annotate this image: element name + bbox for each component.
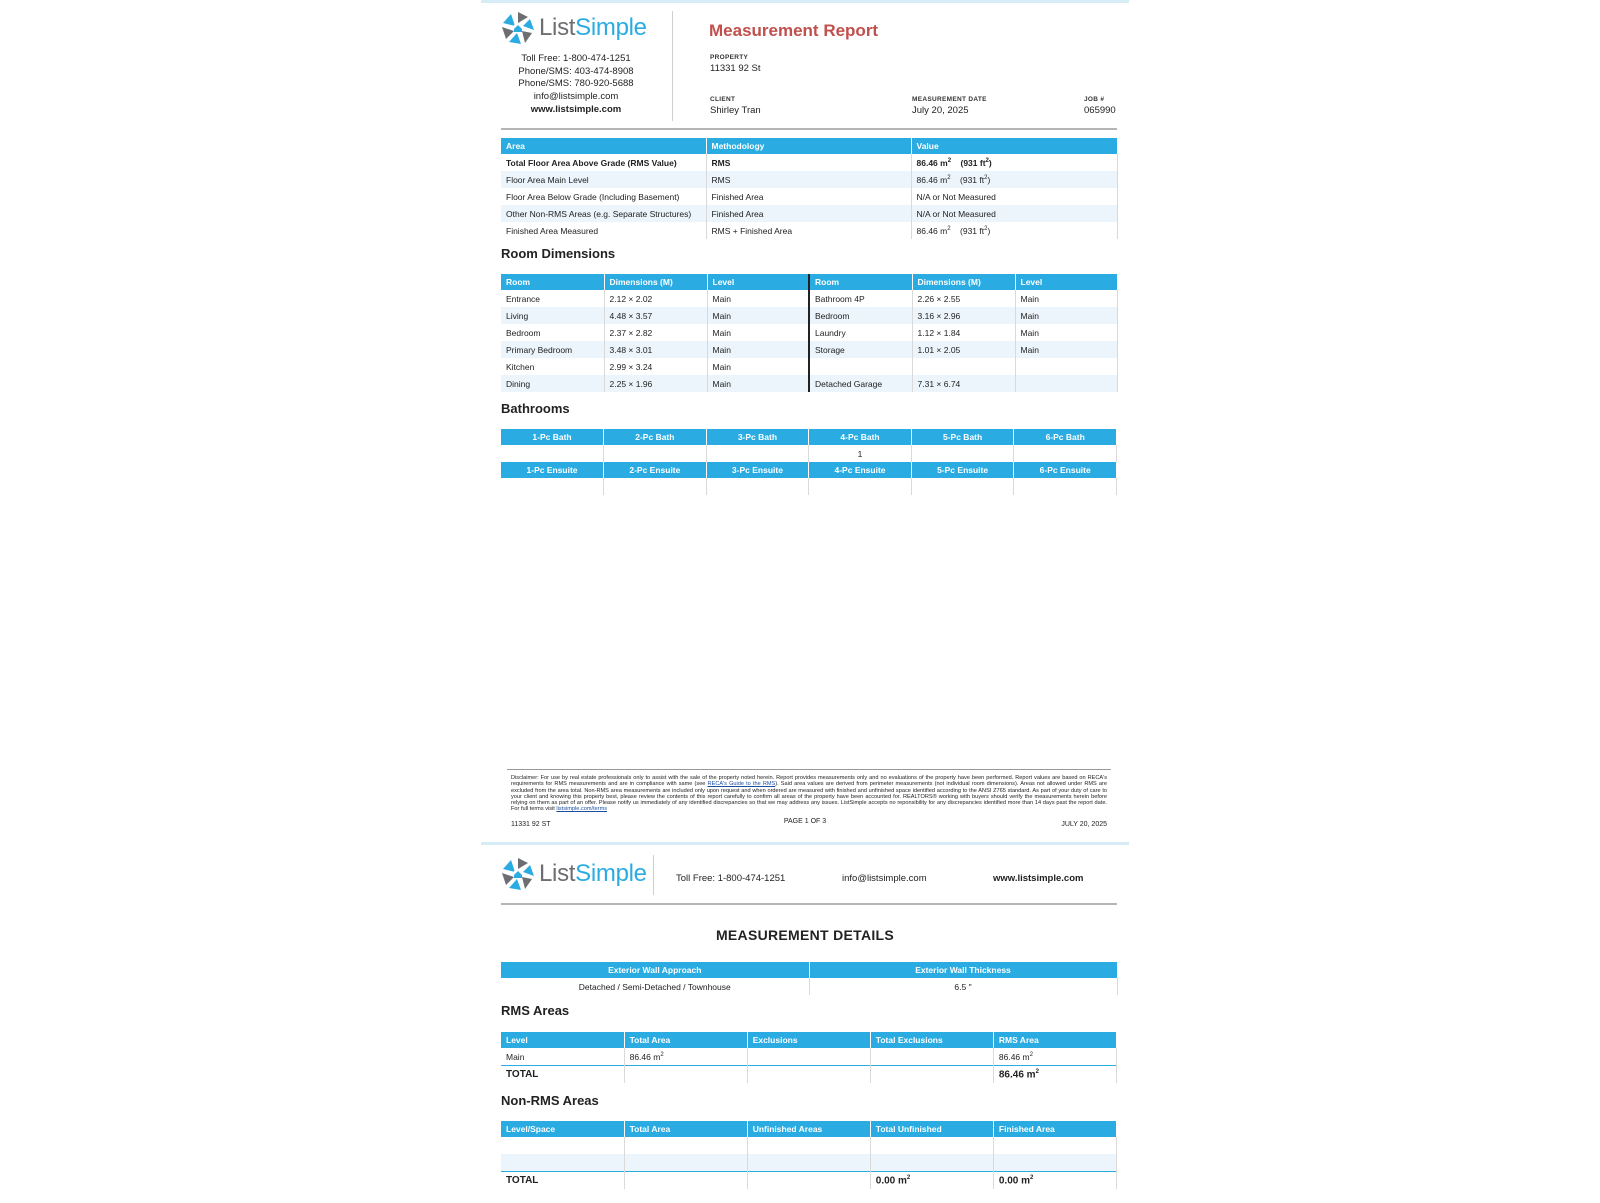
rms-areas-table bbox=[501, 1032, 1117, 1083]
client-label: CLIENT bbox=[710, 96, 736, 103]
room-cell: Entrance bbox=[501, 290, 604, 307]
ensuite-header: 1-Pc Ensuite bbox=[501, 462, 604, 478]
total-label: TOTAL bbox=[501, 1172, 624, 1190]
table-row bbox=[501, 341, 1117, 358]
bath-header: 4-Pc Bath bbox=[809, 429, 912, 445]
report-page-1 bbox=[481, 0, 1129, 835]
empty-cell bbox=[501, 1137, 624, 1154]
level-cell: Main bbox=[707, 375, 809, 392]
area-cell: Floor Area Below Grade (Including Basement) bbox=[501, 188, 706, 205]
header-rule bbox=[501, 903, 1117, 905]
total-cell bbox=[870, 1066, 993, 1084]
empty-cell bbox=[870, 1154, 993, 1172]
footer-date: JULY 20, 2025 bbox=[1061, 821, 1107, 828]
empty-cell bbox=[624, 1154, 747, 1172]
level-cell: Main bbox=[1015, 341, 1117, 358]
dimensions-cell: 2.26 × 2.55 bbox=[912, 290, 1015, 307]
total-cell bbox=[747, 1172, 870, 1190]
client-value: Shirley Tran bbox=[710, 105, 761, 116]
non-rms-areas-title: Non-RMS Areas bbox=[501, 1093, 599, 1108]
listsimple-logo-icon bbox=[501, 11, 535, 45]
bath-header: 2-Pc Bath bbox=[604, 429, 707, 445]
methodology-header: Methodology bbox=[706, 138, 911, 154]
bath-header: 1-Pc Bath bbox=[501, 429, 604, 445]
dimensions-cell: 2.37 × 2.82 bbox=[604, 324, 707, 341]
dimensions-cell: 7.31 × 6.74 bbox=[912, 375, 1015, 392]
level-cell: Main bbox=[707, 307, 809, 324]
bath-values-row bbox=[501, 445, 1117, 462]
unfinished-areas-header: Unfinished Areas bbox=[747, 1121, 870, 1137]
level-cell bbox=[1015, 375, 1117, 392]
wall-approach-header: Exterior Wall Approach bbox=[501, 962, 809, 978]
room-cell: Storage bbox=[809, 341, 912, 358]
method-cell: Finished Area bbox=[706, 205, 911, 222]
table-row bbox=[501, 290, 1117, 307]
area-table bbox=[501, 138, 1118, 239]
non-rms-areas-table bbox=[501, 1121, 1117, 1189]
rms-area-header: RMS Area bbox=[993, 1032, 1116, 1048]
wall-approach-value: Detached / Semi-Detached / Townhouse bbox=[501, 978, 809, 995]
bathrooms-table bbox=[501, 429, 1117, 495]
room-cell: Living bbox=[501, 307, 604, 324]
table-row bbox=[501, 324, 1117, 341]
finished-area-header: Finished Area bbox=[993, 1121, 1116, 1137]
dimensions-cell: 2.12 × 2.02 bbox=[604, 290, 707, 307]
table-row bbox=[501, 188, 1117, 205]
level-cell: Main bbox=[1015, 324, 1117, 341]
table-row bbox=[501, 154, 1117, 171]
method-cell: RMS bbox=[706, 171, 911, 188]
email[interactable]: info@listsimple.com bbox=[533, 91, 619, 103]
level-cell: Main bbox=[707, 341, 809, 358]
level-cell: Main bbox=[707, 358, 809, 375]
header-divider bbox=[653, 855, 654, 895]
value-cell: 86.46 $m^2$ (931 $ft^2$) bbox=[911, 154, 1117, 171]
room-header: Room bbox=[809, 274, 912, 290]
empty-cell bbox=[501, 1154, 624, 1172]
bath-count bbox=[604, 445, 707, 462]
brand-logo bbox=[501, 11, 647, 45]
level-space-header: Level/Space bbox=[501, 1121, 624, 1137]
toll-free: Toll Free: 1-800-474-1251 bbox=[676, 873, 786, 884]
room-dimensions-table bbox=[501, 274, 1118, 392]
phone-2: Phone/SMS: 780-920-5688 bbox=[518, 78, 634, 90]
ensuite-header: 2-Pc Ensuite bbox=[604, 462, 707, 478]
footer-address: 11331 92 ST bbox=[511, 821, 551, 828]
total-row bbox=[501, 1066, 1117, 1084]
empty-cell bbox=[624, 1137, 747, 1154]
empty-cell bbox=[870, 1137, 993, 1154]
bath-count bbox=[1014, 445, 1117, 462]
table-row bbox=[501, 978, 1117, 995]
ensuite-header: 6-Pc Ensuite bbox=[1014, 462, 1117, 478]
total-label: TOTAL bbox=[501, 1066, 624, 1084]
footer-rule bbox=[507, 769, 1111, 770]
table-row bbox=[501, 307, 1117, 324]
value-cell: 86.46 $m^2$ (931 $ft^2$) bbox=[911, 222, 1117, 239]
job-number-value: 065990 bbox=[1084, 105, 1116, 116]
ensuite-count bbox=[911, 478, 1014, 495]
dimensions-cell: 3.16 × 2.96 bbox=[912, 307, 1015, 324]
exclusions-header: Exclusions bbox=[747, 1032, 870, 1048]
room-cell: Dining bbox=[501, 375, 604, 392]
website[interactable]: www.listsimple.com bbox=[530, 103, 622, 115]
dimensions-cell: 2.99 × 3.24 bbox=[604, 358, 707, 375]
bathrooms-title: Bathrooms bbox=[501, 401, 570, 416]
ensuite-count bbox=[706, 478, 809, 495]
level-cell: Main bbox=[1015, 307, 1117, 324]
page-number: PAGE 1 OF 3 bbox=[783, 818, 827, 825]
ensuite-header: 5-Pc Ensuite bbox=[911, 462, 1014, 478]
table-row bbox=[501, 171, 1117, 188]
empty-cell bbox=[747, 1137, 870, 1154]
area-cell: Other Non-RMS Areas (e.g. Separate Structures) bbox=[501, 205, 706, 222]
measurement-details-title: MEASUREMENT DETAILS bbox=[715, 927, 895, 943]
wall-thickness-value: 6.5 " bbox=[809, 978, 1117, 995]
table-row bbox=[501, 1154, 1117, 1172]
bath-header: 3-Pc Bath bbox=[706, 429, 809, 445]
listsimple-logo-icon bbox=[501, 857, 535, 891]
empty-cell bbox=[993, 1154, 1116, 1172]
table-row bbox=[501, 1048, 1117, 1066]
method-cell: RMS + Finished Area bbox=[706, 222, 911, 239]
wall-header-row bbox=[501, 962, 1117, 978]
area-header: Area bbox=[501, 138, 706, 154]
room-cell bbox=[809, 358, 912, 375]
contact-block bbox=[501, 53, 651, 117]
value-header: Value bbox=[911, 138, 1117, 154]
terms-link[interactable]: listsimple.com/terms bbox=[556, 806, 608, 813]
rms-total-value: 86.46 $m^2$ bbox=[993, 1066, 1116, 1084]
room-cell: Bathroom 4P bbox=[809, 290, 912, 307]
dimensions-header: Dimensions (M) bbox=[912, 274, 1015, 290]
property-label: PROPERTY bbox=[710, 54, 749, 61]
dimensions-cell: 2.25 × 1.96 bbox=[604, 375, 707, 392]
total-exclusions-header: Total Exclusions bbox=[870, 1032, 993, 1048]
bath-header: 6-Pc Bath bbox=[1014, 429, 1117, 445]
level-cell: Main bbox=[1015, 290, 1117, 307]
room-cell: Detached Garage bbox=[809, 375, 912, 392]
value-cell: N/A or Not Measured bbox=[911, 205, 1117, 222]
total-area-header: Total Area bbox=[624, 1121, 747, 1137]
table-row bbox=[501, 375, 1117, 392]
bath-count bbox=[706, 445, 809, 462]
reca-guide-link[interactable]: RECA's Guide to the RMS bbox=[707, 781, 776, 788]
ensuite-count bbox=[809, 478, 912, 495]
ensuite-header-row bbox=[501, 462, 1117, 478]
measurement-date-value: July 20, 2025 bbox=[912, 105, 969, 116]
total-cell bbox=[624, 1066, 747, 1084]
brand-logo bbox=[501, 857, 647, 891]
room-cell: Bedroom bbox=[501, 324, 604, 341]
ensuite-count bbox=[604, 478, 707, 495]
room-cell: Primary Bedroom bbox=[501, 341, 604, 358]
ensuite-header: 4-Pc Ensuite bbox=[809, 462, 912, 478]
total-row bbox=[501, 1172, 1117, 1190]
total-area-header: Total Area bbox=[624, 1032, 747, 1048]
property-value: 11331 92 St bbox=[710, 63, 761, 74]
bath-count bbox=[501, 445, 604, 462]
total-unfinished-value: 0.00 $m^2$ bbox=[870, 1172, 993, 1190]
dimensions-cell: 1.12 × 1.84 bbox=[912, 324, 1015, 341]
rms-area-cell: 86.46 $m^2$ bbox=[993, 1048, 1116, 1066]
total-cell bbox=[624, 1172, 747, 1190]
dimensions-cell: 4.48 × 3.57 bbox=[604, 307, 707, 324]
toll-free: Toll Free: 1-800-474-1251 bbox=[521, 53, 631, 64]
disclaimer: Disclaimer: For use by real estate professionals only to assist with the sale of the property noted herein. Report provides measurements only and no evaluations of the property have been performed. Report values are based on RECA's requirements for RMS measurements and are in compliance with same (see RECA's Guide to the RMS). Said area values are derived from perimeter measurements (not individual room dimensions). Areas not allowed under RMS are excluded from the area total. Non-RMS area measurements are included only upon request and when ordered are measured with finished and unfinished space identified according to the ANSI Z765 standard. As part of your duty of care to your client and knowing this property best, please review the contents of this report carefully to confirm all areas of the property have been accounted for. REALTORS® working with buyers should verify the measurements herein before relying on them as part of an offer. Please notify us immediately of any identified discrepancies so that we may address any issues. ListSimple accepts no reponsibility for any discrepancies identified more than 14 days past the report date. For full terms visit listsimple.com/terms bbox=[511, 775, 1107, 813]
website[interactable]: www.listsimple.com bbox=[993, 873, 1084, 884]
bath-header: 5-Pc Bath bbox=[911, 429, 1014, 445]
brand-name: ListSimple bbox=[539, 860, 647, 887]
empty-cell bbox=[747, 1154, 870, 1172]
method-cell: Finished Area bbox=[706, 188, 911, 205]
dimensions-cell bbox=[912, 358, 1015, 375]
area-cell: Floor Area Main Level bbox=[501, 171, 706, 188]
header-rule bbox=[501, 128, 1117, 130]
total-cell bbox=[747, 1066, 870, 1084]
total-exclusions-cell bbox=[870, 1048, 993, 1066]
room-cell: Laundry bbox=[809, 324, 912, 341]
rms-header-row bbox=[501, 1032, 1117, 1048]
finished-area-total-value: 0.00 $m^2$ bbox=[993, 1172, 1116, 1190]
level-cell bbox=[1015, 358, 1117, 375]
method-cell: RMS bbox=[706, 154, 911, 171]
table-row bbox=[501, 1137, 1117, 1154]
report-title: Measurement Report bbox=[709, 21, 879, 40]
table-row bbox=[501, 358, 1117, 375]
total-unfinished-header: Total Unfinished bbox=[870, 1121, 993, 1137]
dimensions-cell: 1.01 × 2.05 bbox=[912, 341, 1015, 358]
email[interactable]: info@listsimple.com bbox=[842, 873, 927, 884]
room-cell: Bedroom bbox=[809, 307, 912, 324]
non-rms-header-row bbox=[501, 1121, 1117, 1137]
rms-areas-title: RMS Areas bbox=[501, 1003, 570, 1018]
area-table-header bbox=[501, 138, 1117, 154]
level-cell: Main bbox=[707, 324, 809, 341]
value-cell: 86.46 $m^2$ (931 $ft^2$) bbox=[911, 171, 1117, 188]
level-header: Level bbox=[501, 1032, 624, 1048]
measurement-date-label: MEASUREMENT DATE bbox=[912, 96, 987, 103]
table-row bbox=[501, 205, 1117, 222]
area-cell: Total Floor Area Above Grade (RMS Value) bbox=[501, 154, 706, 171]
bath-header-row bbox=[501, 429, 1117, 445]
brand-name: ListSimple bbox=[539, 14, 647, 41]
report-page-2 bbox=[481, 842, 1129, 1203]
wall-thickness-header: Exterior Wall Thickness bbox=[809, 962, 1117, 978]
bath-count: 1 bbox=[809, 445, 912, 462]
dimensions-cell: 3.48 × 3.01 bbox=[604, 341, 707, 358]
room-table-header bbox=[501, 274, 1117, 290]
room-cell: Kitchen bbox=[501, 358, 604, 375]
header-divider bbox=[672, 11, 673, 121]
exterior-wall-table bbox=[501, 962, 1118, 995]
level-cell: Main bbox=[707, 290, 809, 307]
phone-1: Phone/SMS: 403-474-8908 bbox=[518, 65, 634, 77]
room-header: Room bbox=[501, 274, 604, 290]
value-cell: N/A or Not Measured bbox=[911, 188, 1117, 205]
area-cell: Finished Area Measured bbox=[501, 222, 706, 239]
room-dimensions-title: Room Dimensions bbox=[501, 246, 616, 261]
total-area-cell: 86.46 $m^2$ bbox=[624, 1048, 747, 1066]
dimensions-header: Dimensions (M) bbox=[604, 274, 707, 290]
level-cell: Main bbox=[501, 1048, 624, 1066]
ensuite-count bbox=[501, 478, 604, 495]
ensuite-header: 3-Pc Ensuite bbox=[706, 462, 809, 478]
job-number-label: JOB # bbox=[1084, 96, 1105, 103]
bath-count bbox=[911, 445, 1014, 462]
exclusions-cell bbox=[747, 1048, 870, 1066]
ensuite-count bbox=[1014, 478, 1117, 495]
ensuite-values-row bbox=[501, 478, 1117, 495]
table-row bbox=[501, 222, 1117, 239]
empty-cell bbox=[993, 1137, 1116, 1154]
level-header: Level bbox=[707, 274, 809, 290]
level-header: Level bbox=[1015, 274, 1117, 290]
